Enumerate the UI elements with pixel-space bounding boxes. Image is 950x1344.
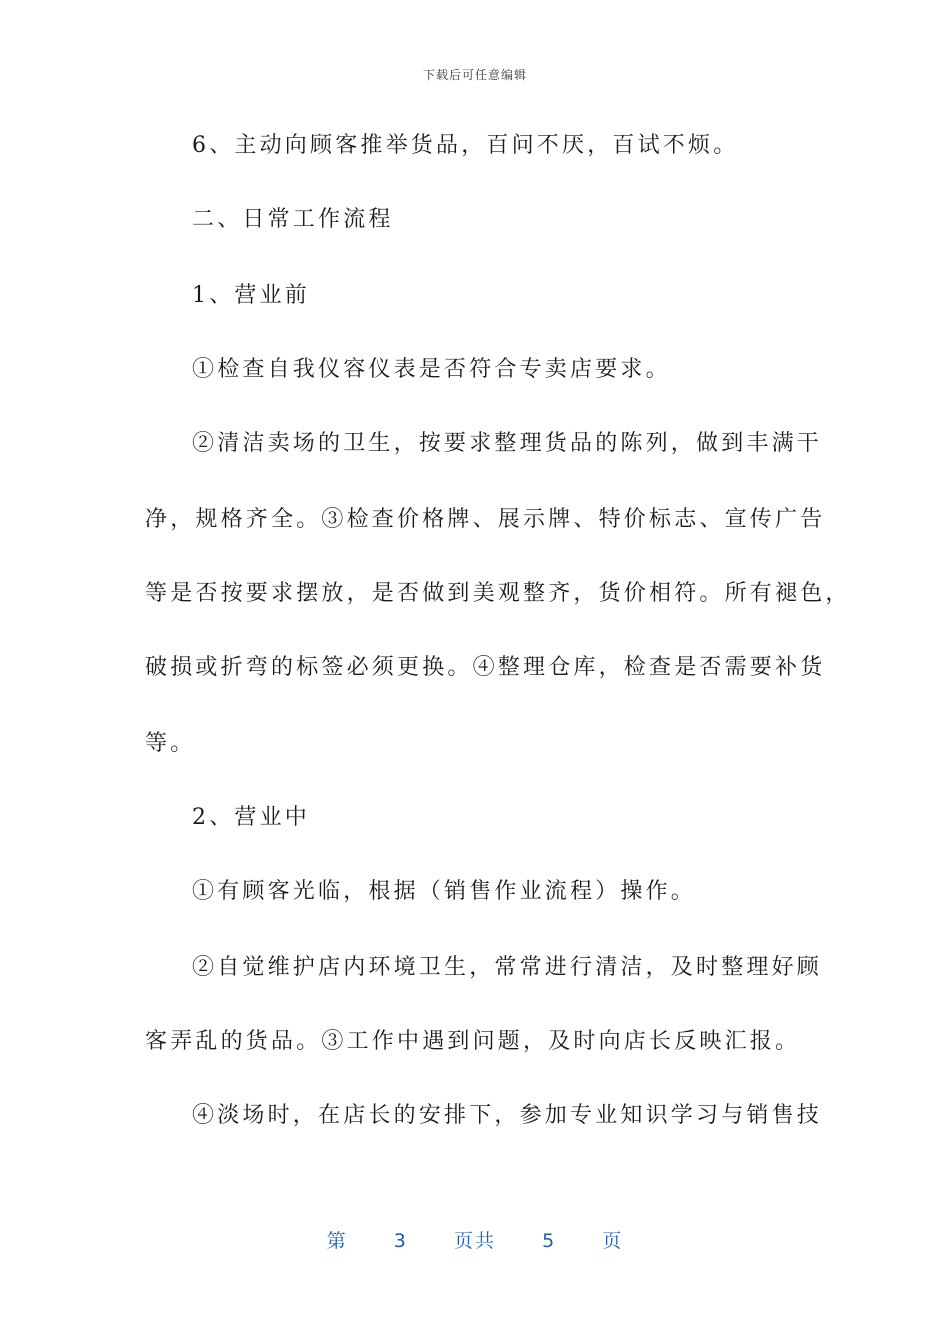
paragraph-line: ②清洁卖场的卫生，按要求整理货品的陈列，做到丰满干 xyxy=(192,431,823,456)
paragraph-line: 客弄乱的货品。③工作中遇到问题，及时向店长反映汇报。 xyxy=(145,1029,801,1054)
total-pages-number: 5 xyxy=(542,1230,557,1252)
subsection-heading: 1、营业前 xyxy=(192,283,310,308)
section-heading: 二、日常工作流程 xyxy=(192,207,394,232)
paragraph-line: 净，规格齐全。③检查价格牌、展示牌、特价标志、宣传广告 xyxy=(145,507,826,532)
page-label-suffix: 页 xyxy=(602,1230,624,1252)
paragraph-line: ①有顾客光临，根据（销售作业流程）操作。 xyxy=(192,879,697,904)
paragraph-line: 6、主动向顾客推举货品，百问不厌，百试不烦。 xyxy=(192,133,739,158)
page-header: 下载后可任意编辑 xyxy=(422,68,527,82)
paragraph-line: 等。 xyxy=(145,731,196,756)
paragraph-line: ②自觉维护店内环境卫生，常常进行清洁，及时整理好顾 xyxy=(192,955,823,980)
paragraph-line: 破损或折弯的标签必须更换。④整理仓库，检查是否需要补货 xyxy=(145,655,826,680)
paragraph-line: ④淡场时，在店长的安排下，参加专业知识学习与销售技 xyxy=(192,1103,823,1128)
paragraph-line: ①检查自我仪容仪表是否符合专卖店要求。 xyxy=(192,357,671,382)
current-page-number: 3 xyxy=(393,1230,408,1252)
page-label-prefix: 第 xyxy=(326,1230,348,1252)
page-footer xyxy=(0,1226,950,1253)
paragraph-line: 等是否按要求摆放，是否做到美观整齐，货价相符。所有褪色， xyxy=(145,581,851,606)
subsection-heading: 2、营业中 xyxy=(192,805,310,830)
page-label-mid: 页共 xyxy=(453,1230,496,1252)
